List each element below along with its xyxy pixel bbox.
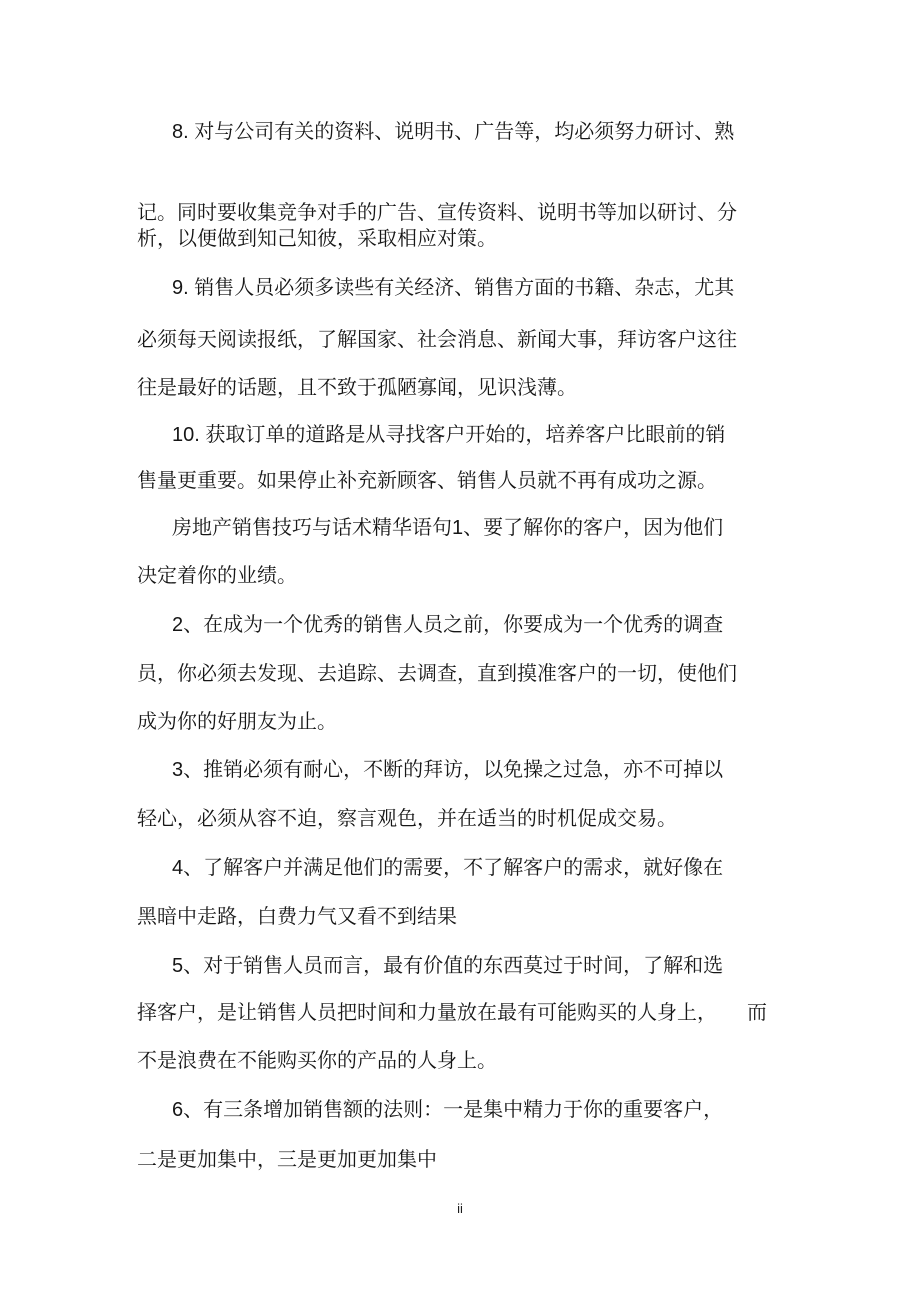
text-line: 房地产销售技巧与话术精华语句1、要了解你的客户，因为他们 (172, 517, 724, 539)
text-line: 记。同时要收集竞争对手的广告、宣传资料、说明书等加以研讨、分 (137, 202, 737, 224)
text-line: 10. 获取订单的道路是从寻找客户开始的，培养客户比眼前的销 (172, 424, 726, 446)
text-line: 决定着你的业绩。 (137, 565, 297, 587)
text-line: 5、对于销售人员而言，最有价值的东西莫过于时间，了解和选 (172, 955, 724, 977)
text-line: 必须每天阅读报纸，了解国家、社会消息、新闻大事，拜访客户这往 (137, 329, 737, 351)
text-line: 轻心，必须从容不迫，察言观色，并在适当的时机促成交易。 (137, 808, 677, 830)
text-line: 8. 对与公司有关的资料、说明书、广告等，均必须努力研讨、熟 (172, 121, 735, 143)
text-line: 二是更加集中，三是更加更加集中 (137, 1149, 437, 1171)
text-line: 4、了解客户并满足他们的需要，不了解客户的需求，就好像在 (172, 857, 724, 879)
text-line: 2、在成为一个优秀的销售人员之前，你要成为一个优秀的调查 (172, 614, 724, 636)
text-line: 售量更重要。如果停止补充新顾客、销售人员就不再有成功之源。 (137, 470, 717, 492)
page-number: ii (457, 1201, 463, 1216)
text-line: 黑暗中走路，白费力气又看不到结果 (137, 906, 457, 928)
text-line: 9. 销售人员必须多读些有关经济、销售方面的书籍、杂志，尤其 (172, 277, 735, 299)
text-line: 6、有三条增加销售额的法则：一是集中精力于你的重要客户， (172, 1099, 724, 1121)
text-line: 3、推销必须有耐心，不断的拜访，以免操之过急，亦不可掉以 (172, 759, 724, 781)
text-line: 员，你必须去发现、去追踪、去调查，直到摸准客户的一切，使他们 (137, 663, 737, 685)
text-line: 择客户，是让销售人员把时间和力量放在最有可能购买的人身上， 而 (137, 1002, 767, 1024)
text-line: 不是浪费在不能购买你的产品的人身上。 (137, 1050, 497, 1072)
text-line: 析，以便做到知己知彼，采取相应对策。 (137, 228, 497, 250)
text-line: 往是最好的话题，且不致于孤陋寡闻，见识浅薄。 (137, 377, 577, 399)
text-line: 成为你的好朋友为止。 (137, 711, 337, 733)
